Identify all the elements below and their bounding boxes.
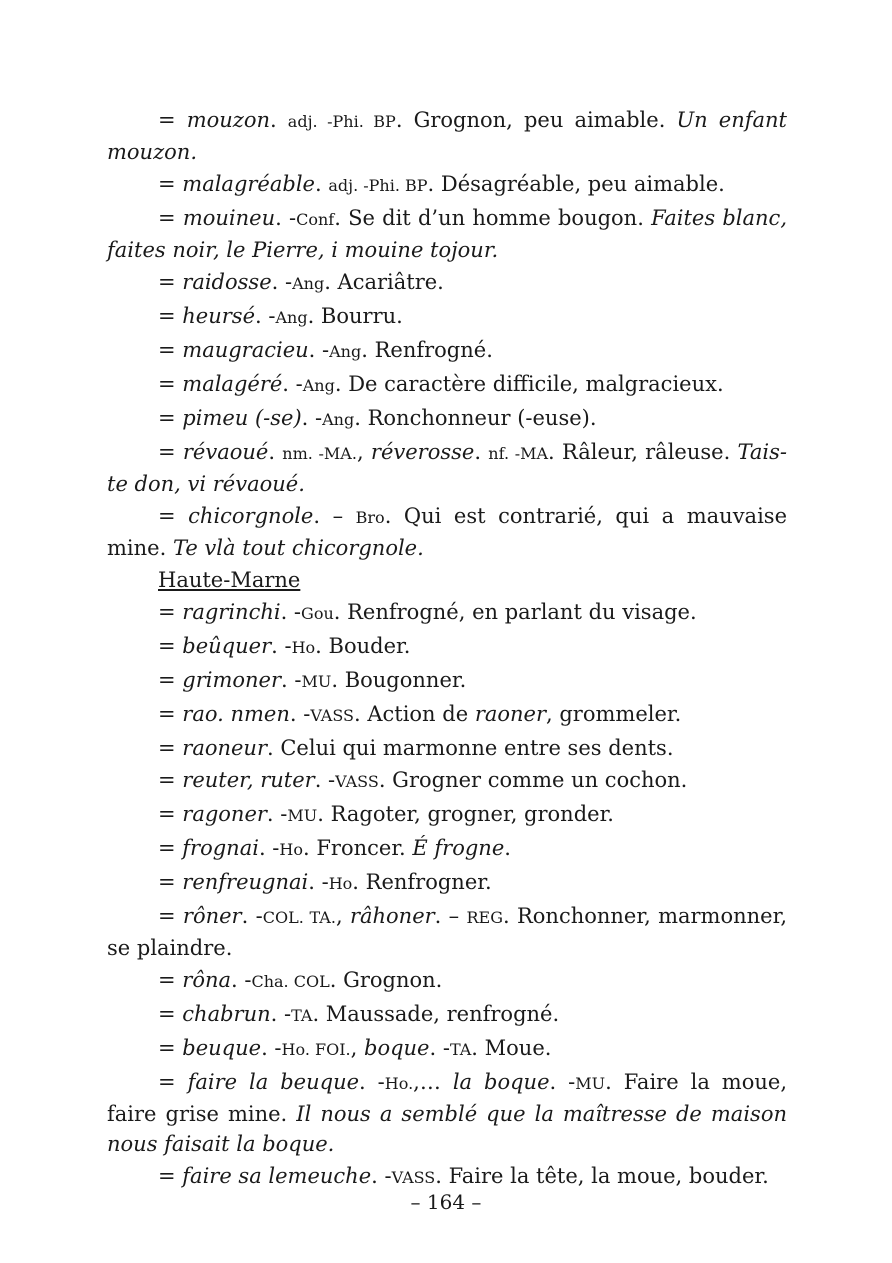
- entry-source: Ho.: [384, 1074, 414, 1093]
- entry-text: . -: [258, 836, 280, 860]
- entry-text: . -: [231, 968, 252, 992]
- entry-text: =: [158, 1070, 188, 1094]
- entry-text: ,…: [413, 1070, 453, 1094]
- dictionary-entry: [107, 1067, 787, 1159]
- entry-text: . –: [434, 904, 467, 928]
- entry-text: =: [158, 668, 183, 692]
- entry-text: . -: [371, 1164, 392, 1188]
- entry-text: =: [158, 1164, 183, 1188]
- entry-text: . Renfrogné.: [361, 338, 493, 362]
- entry-term: mouzon: [186, 108, 271, 132]
- entry-text: . Maussade, renfrogné.: [312, 1002, 560, 1026]
- entry-source: Ho: [328, 874, 353, 893]
- entry-term: chicorgnole: [188, 504, 314, 528]
- entry-source: TA: [291, 1006, 313, 1025]
- dictionary-entry: [107, 597, 787, 629]
- entry-source: Ang: [292, 274, 325, 293]
- entry-source: Ho. FOI.: [281, 1040, 351, 1059]
- entry-term: beuque: [182, 1036, 262, 1060]
- entry-text: =: [158, 504, 189, 528]
- dictionary-entry: [107, 1161, 787, 1193]
- dictionary-entry: [107, 965, 787, 997]
- entry-term: raoneur: [182, 736, 267, 760]
- entry-source: Ho: [279, 840, 303, 859]
- entry-source: adj. -Phi. BP: [287, 112, 396, 131]
- entry-source: VASS: [310, 706, 354, 725]
- section-heading: [107, 565, 787, 595]
- entry-text: =: [158, 172, 183, 196]
- entry-text: =: [158, 440, 183, 464]
- entry-source: nf. -MA: [488, 444, 549, 463]
- entry-source: TA: [449, 1040, 472, 1059]
- dictionary-entry: [107, 765, 787, 797]
- entry-text: =: [158, 1002, 183, 1026]
- entry-text: . Celui qui marmonne entre ses dents.: [267, 736, 674, 760]
- entry-source: MU: [301, 672, 332, 691]
- entry-text: . Froncer.: [303, 836, 413, 860]
- entry-term: rôner: [182, 904, 242, 928]
- entry-text: . Qui est contrarié, qui a mauvaise mine.: [107, 504, 787, 560]
- dictionary-entry: [107, 501, 787, 563]
- entry-term: Il nous a semblé que la maîtresse de maison nous faisait la boque.: [107, 1102, 787, 1156]
- entry-term: malagéré: [182, 372, 283, 396]
- entry-text: . Faire la tête, la moue, bouder.: [435, 1164, 769, 1188]
- page-number: – 164 –: [410, 1190, 482, 1214]
- entry-source: Bro: [355, 508, 385, 527]
- entry-text: . -: [308, 870, 329, 894]
- entry-term: raoner: [474, 702, 547, 726]
- entry-source: MU: [287, 806, 318, 825]
- entry-text: . -: [271, 634, 292, 658]
- entry-term: Faites blanc, faites noir, le Pierre, i mouine tojour.: [107, 206, 787, 262]
- entry-text: . Bougonner.: [331, 668, 467, 692]
- entry-text: . -: [308, 338, 330, 362]
- entry-text: . -: [241, 904, 263, 928]
- entry-term: frognai: [182, 836, 259, 860]
- dictionary-entry: [107, 665, 787, 697]
- entry-source: Ang: [302, 376, 335, 395]
- entry-text: =: [158, 836, 183, 860]
- entry-text: . Ronchonneur (-euse).: [354, 406, 597, 430]
- entry-text: . Acariâtre.: [324, 270, 444, 294]
- dictionary-entry: [107, 901, 787, 963]
- entry-text: =: [158, 904, 183, 928]
- entry-text: . Ragoter, grogner, gronder.: [317, 802, 614, 826]
- page-body: [107, 105, 787, 1195]
- entry-term: beûquer: [182, 634, 272, 658]
- entry-text: =: [158, 338, 183, 362]
- dictionary-entry: [107, 105, 787, 167]
- dictionary-entry: [107, 403, 787, 435]
- entry-text: =: [158, 1036, 183, 1060]
- entry-text: .: [314, 172, 329, 196]
- entry-source: Ang: [275, 308, 308, 327]
- entry-source: COL. TA.: [262, 908, 336, 927]
- dictionary-entry: [107, 301, 787, 333]
- entry-text: . -: [281, 668, 302, 692]
- entry-text: . -: [271, 270, 293, 294]
- entry-source: Cha. COL: [251, 972, 330, 991]
- dictionary-entry: [107, 699, 787, 731]
- dictionary-entry: [107, 999, 787, 1031]
- entry-source: Gou: [301, 604, 334, 623]
- entry-source: Ho: [291, 638, 316, 657]
- entry-text: =: [158, 304, 183, 328]
- dictionary-entry: [107, 369, 787, 401]
- entry-text: . Se dit d’un homme bougon.: [334, 206, 652, 230]
- entry-term: reuter, ruter: [182, 768, 315, 792]
- entry-text: . Bourru.: [307, 304, 403, 328]
- entry-text: . -: [289, 702, 311, 726]
- entry-term: maugracieu: [182, 338, 309, 362]
- entry-text: =: [158, 206, 183, 230]
- entry-source: Ang: [329, 342, 362, 361]
- entry-text: . -: [359, 1070, 385, 1094]
- entry-text: . -: [280, 600, 302, 624]
- section-heading-text: Haute-Marne: [158, 568, 301, 592]
- entry-term: raidosse: [182, 270, 272, 294]
- entry-text: . -: [266, 802, 288, 826]
- entry-text: .: [474, 440, 489, 464]
- entry-text: ,: [356, 440, 371, 464]
- dictionary-entry: [107, 267, 787, 299]
- entry-term: mouineu: [182, 206, 276, 230]
- entry-source: VASS: [391, 1168, 436, 1187]
- entry-source: MU: [575, 1074, 606, 1093]
- entry-text: =: [158, 870, 183, 894]
- entry-term: faire la beuque: [187, 1070, 360, 1094]
- entry-text: . -: [429, 1036, 450, 1060]
- entry-text: . Grognon.: [329, 968, 443, 992]
- entry-term: faire sa lemeuche: [182, 1164, 372, 1188]
- entry-text: =: [158, 406, 183, 430]
- entry-text: . –: [313, 504, 356, 528]
- dictionary-entry: [107, 733, 787, 763]
- entry-term: la boque: [452, 1070, 550, 1094]
- entry-term: ragrinchi: [182, 600, 281, 624]
- entry-text: =: [158, 802, 183, 826]
- entry-text: =: [158, 634, 183, 658]
- entry-term: Tais-te don, vi révaoué.: [107, 440, 788, 496]
- entry-text: . Désagréable, peu aimable.: [427, 172, 725, 196]
- entry-term: malagréable: [182, 172, 315, 196]
- entry-text: =: [158, 108, 187, 132]
- dictionary-entry: [107, 833, 787, 865]
- entry-text: . Ronchonner, marmonner, se plaindre.: [107, 904, 787, 960]
- entry-term: révaoué: [182, 440, 269, 464]
- entry-text: . -: [301, 406, 323, 430]
- entry-source: adj. -Phi. BP: [328, 176, 428, 195]
- entry-text: .: [504, 836, 511, 860]
- entry-source: Conf: [296, 210, 335, 229]
- entry-text: . Grognon, peu aimable.: [395, 108, 677, 132]
- entry-term: grimoner: [182, 668, 282, 692]
- dictionary-entry: [107, 631, 787, 663]
- entry-term: ragoner: [182, 802, 267, 826]
- dictionary-entry: [107, 437, 787, 499]
- entry-text: . De caractère difficile, malgracieux.: [334, 372, 724, 396]
- entry-text: . -: [549, 1070, 576, 1094]
- entry-text: . Râleur, râleuse.: [548, 440, 738, 464]
- entry-text: =: [158, 702, 183, 726]
- entry-term: renfreugnai: [182, 870, 309, 894]
- entry-text: ,: [335, 904, 350, 928]
- entry-term: heursé: [182, 304, 256, 328]
- dictionary-entry: [107, 203, 787, 265]
- entry-term: boque: [364, 1036, 430, 1060]
- entry-text: . Faire la moue, faire grise mine.: [107, 1070, 787, 1126]
- dictionary-entry: [107, 867, 787, 899]
- entry-text: . Bouder.: [315, 634, 411, 658]
- entry-text: . Renfrogner.: [352, 870, 492, 894]
- entry-text: .: [270, 108, 288, 132]
- entry-text: . Grogner comme un cochon.: [378, 768, 688, 792]
- entry-text: . Moue.: [471, 1036, 552, 1060]
- entry-text: =: [158, 270, 183, 294]
- entry-text: . -: [275, 206, 297, 230]
- entry-text: . -: [261, 1036, 282, 1060]
- entry-text: ,: [350, 1036, 364, 1060]
- entry-term: É frogne: [412, 836, 505, 860]
- entry-source: nm. -MA.: [282, 444, 357, 463]
- entry-term: chabrun: [182, 1002, 271, 1026]
- entry-text: =: [158, 736, 183, 760]
- entry-text: . -: [314, 768, 336, 792]
- entry-term: pimeu (-se): [182, 406, 302, 430]
- entry-term: Un enfant mouzon.: [107, 108, 787, 164]
- entry-text: . -: [282, 372, 303, 396]
- dictionary-entry: [107, 799, 787, 831]
- entry-text: . -: [270, 1002, 292, 1026]
- dictionary-entry: [107, 1033, 787, 1065]
- entry-text: , grommeler.: [546, 702, 682, 726]
- entry-source: REG: [466, 908, 503, 927]
- entry-text: . Renfrogné, en parlant du visage.: [333, 600, 697, 624]
- entry-text: =: [158, 372, 183, 396]
- entry-source: Ang: [322, 410, 355, 429]
- entry-source: VASS: [335, 772, 379, 791]
- entry-text: .: [268, 440, 283, 464]
- entry-term: râhoner: [349, 904, 435, 928]
- entry-term: rôna: [182, 968, 232, 992]
- entry-text: . -: [255, 304, 276, 328]
- dictionary-entry: [107, 335, 787, 367]
- entry-text: . Action de: [353, 702, 475, 726]
- dictionary-entry: [107, 169, 787, 201]
- entry-term: rao. nmen: [182, 702, 290, 726]
- entry-text: =: [158, 968, 183, 992]
- entry-term: Te vlà tout chicorgnole.: [172, 536, 424, 560]
- entry-term: réverosse: [370, 440, 475, 464]
- entry-text: =: [158, 600, 183, 624]
- entry-text: =: [158, 768, 183, 792]
